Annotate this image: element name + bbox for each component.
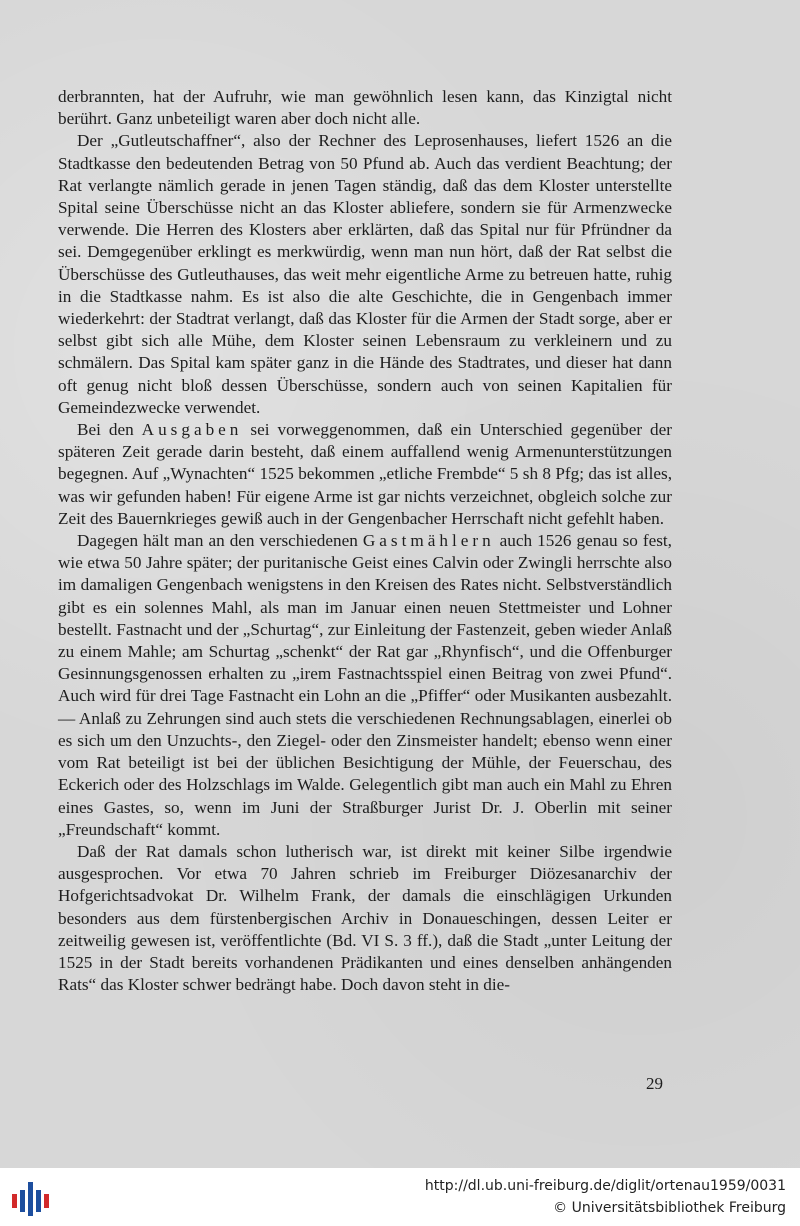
body-text [58,86,672,996]
logo-bar-blue-left [20,1190,25,1212]
text-run: Bei den [77,420,142,440]
logo-bar-blue-center [28,1182,33,1216]
spaced-text-run: Gastmählern [362,531,495,551]
source-url-link[interactable]: http://dl.ub.uni-freiburg.de/diglit/ortenau1959/0031 [424,1178,786,1194]
paragraph [58,130,672,419]
text-run: derbrannten, hat der Aufruhr, wie man gewöhnlich lesen kann, das Kinzigtal nicht berührt. Ganz unbeteiligt waren aber doch nicht alle. [58,87,672,129]
text-run: Der „Gutleutschaffner“, also der Rechner des Leprosenhauses, liefert 1526 an die Stadtkasse den bedeutenden Betrag von 50 Pfund ab. Auch das verdient Beachtung; der Rat verlangte nämlich gerade in jenen Tagen ständig, daß das dem Kloster unterstellte Spital seine Überschüsse nicht an das Kloster abliefere, sondern sie für Armenzwecke verwende. Die Herren des Klosters aber erklärten, daß das Spital nur für Pfründner da sei. Demgegenüber erklingt es merkwürdig, wenn man nun hört, daß der Rat selbst die Überschüsse des Gutleuthauses, das weit mehr eigentliche Arme zu betreuen hatte, ruhig in die Stadtkasse nahm. Es ist also die alte Geschichte, die in Gengenbach immer wiederkehrt: der Stadtrat verlangt, daß das Kloster für die Armen der Stadt sorge, aber er selbst gibt sich alle Mühe, dem Kloster seinen Lebensraum zu verkleinern und zu schmälern. Das Spital kam später ganz in die Hände des Stadtrates, und dieser hat dann oft genug nicht bloß dessen Überschüsse, sondern auch von seinen Kapitalien für Gemeindezwecke verwendet. [58,131,672,417]
page-number: 29 [646,1074,663,1093]
paragraph [58,419,672,530]
logo-bar-blue-right [36,1190,41,1212]
paragraph [58,86,672,130]
text-run: sei vorweggenommen, daß ein Unterschied gegenüber der späteren Zeit gerade darin besteht, daß einem auffallend wenig Armenunterstützungen begegnen. Auf „Wynachten“ 1525 bekommen „etliche Frembde“ 5 sh 8 Pfg; das ist alles, was wir gefunden haben! Für eigene Arme ist gar nichts verzeichnet, obgleich solche zur Zeit des Bauernkrieges gewiß auch in der Gengenbacher Herrschaft nicht gefehlt haben. [58,420,673,528]
logo-bar-red-right [44,1194,49,1208]
copyright-notice: © Universitätsbibliothek Freiburg [553,1200,786,1216]
paragraph [58,841,672,996]
logo-bar-red [12,1194,17,1208]
text-run: auch 1526 genau so fest, wie etwa 50 Jahre später; der puritanische Geist eines Calvin oder Zwingli herrschte also im damaligen Gengenbach wenigstens in den Kreisen des Rates nicht. Selbstverständlich gibt es ein solennes Mahl, als man im Januar einen neuen Stettmeister und Lohner bestellt. Fastnacht und der „Schurtag“, zur Einleitung der Fastenzeit, geben wieder Anlaß zu einem Mahle; am Schurtag „schenkt“ der Rat gar „Rhynfisch“, und die Offenburger Gesinnungsgenossen erhalten zu „irem Fastnachtsspiel einen Beitrag von zwei Pfund“. Auch wird für drei Tage Fastnacht ein Lohn an die „Pfiffer“ oder Musikanten ausbezahlt. — Anlaß zu Zehrungen sind auch stets die verschiedenen Rechnungsablagen, einerlei ob es sich um den Unzuchts-, den Ziegel- oder den Zinsmeister handelt; ebenso wenn einer vom Rat beteiligt ist bei der üblichen Besichtigung der Mühle, der Feuerschau, des Eckerich oder des Holzschlags im Walde. Gelegentlich gibt man auch ein Mahl zu Ehren eines Gastes, so, wenn im Juni der Straßburger Jurist Dr. J. Oberlin mit seiner „Freundschaft“ kommt. [58,531,672,839]
library-footer [0,1168,800,1226]
text-run: Daß der Rat damals schon lutherisch war, ist direkt mit keiner Silbe irgendwie ausgesprochen. Vor etwa 70 Jahren schrieb im Freiburger Diözesanarchiv der Hofgerichtsadvokat Dr. Wilhelm Frank, der damals die einschlägigen Urkunden besonders aus dem fürstenbergischen Archiv in Donaueschingen, dessen Leiter er zeitweilig gewesen ist, veröffentlichte (Bd. VI S. 3 ff.), daß die Stadt „unter Leitung der 1525 in der Stadt bereits vorhandenen Prädikanten und eines denselben anhängenden Rats“ das Kloster schwer bedrängt habe. Doch davon steht in die- [58,841,672,995]
text-run: Dagegen hält man an den verschiedenen [77,531,363,551]
ub-freiburg-logo-icon [10,1178,50,1218]
paragraph [58,530,672,841]
spaced-text-run: Ausgaben [141,420,243,440]
